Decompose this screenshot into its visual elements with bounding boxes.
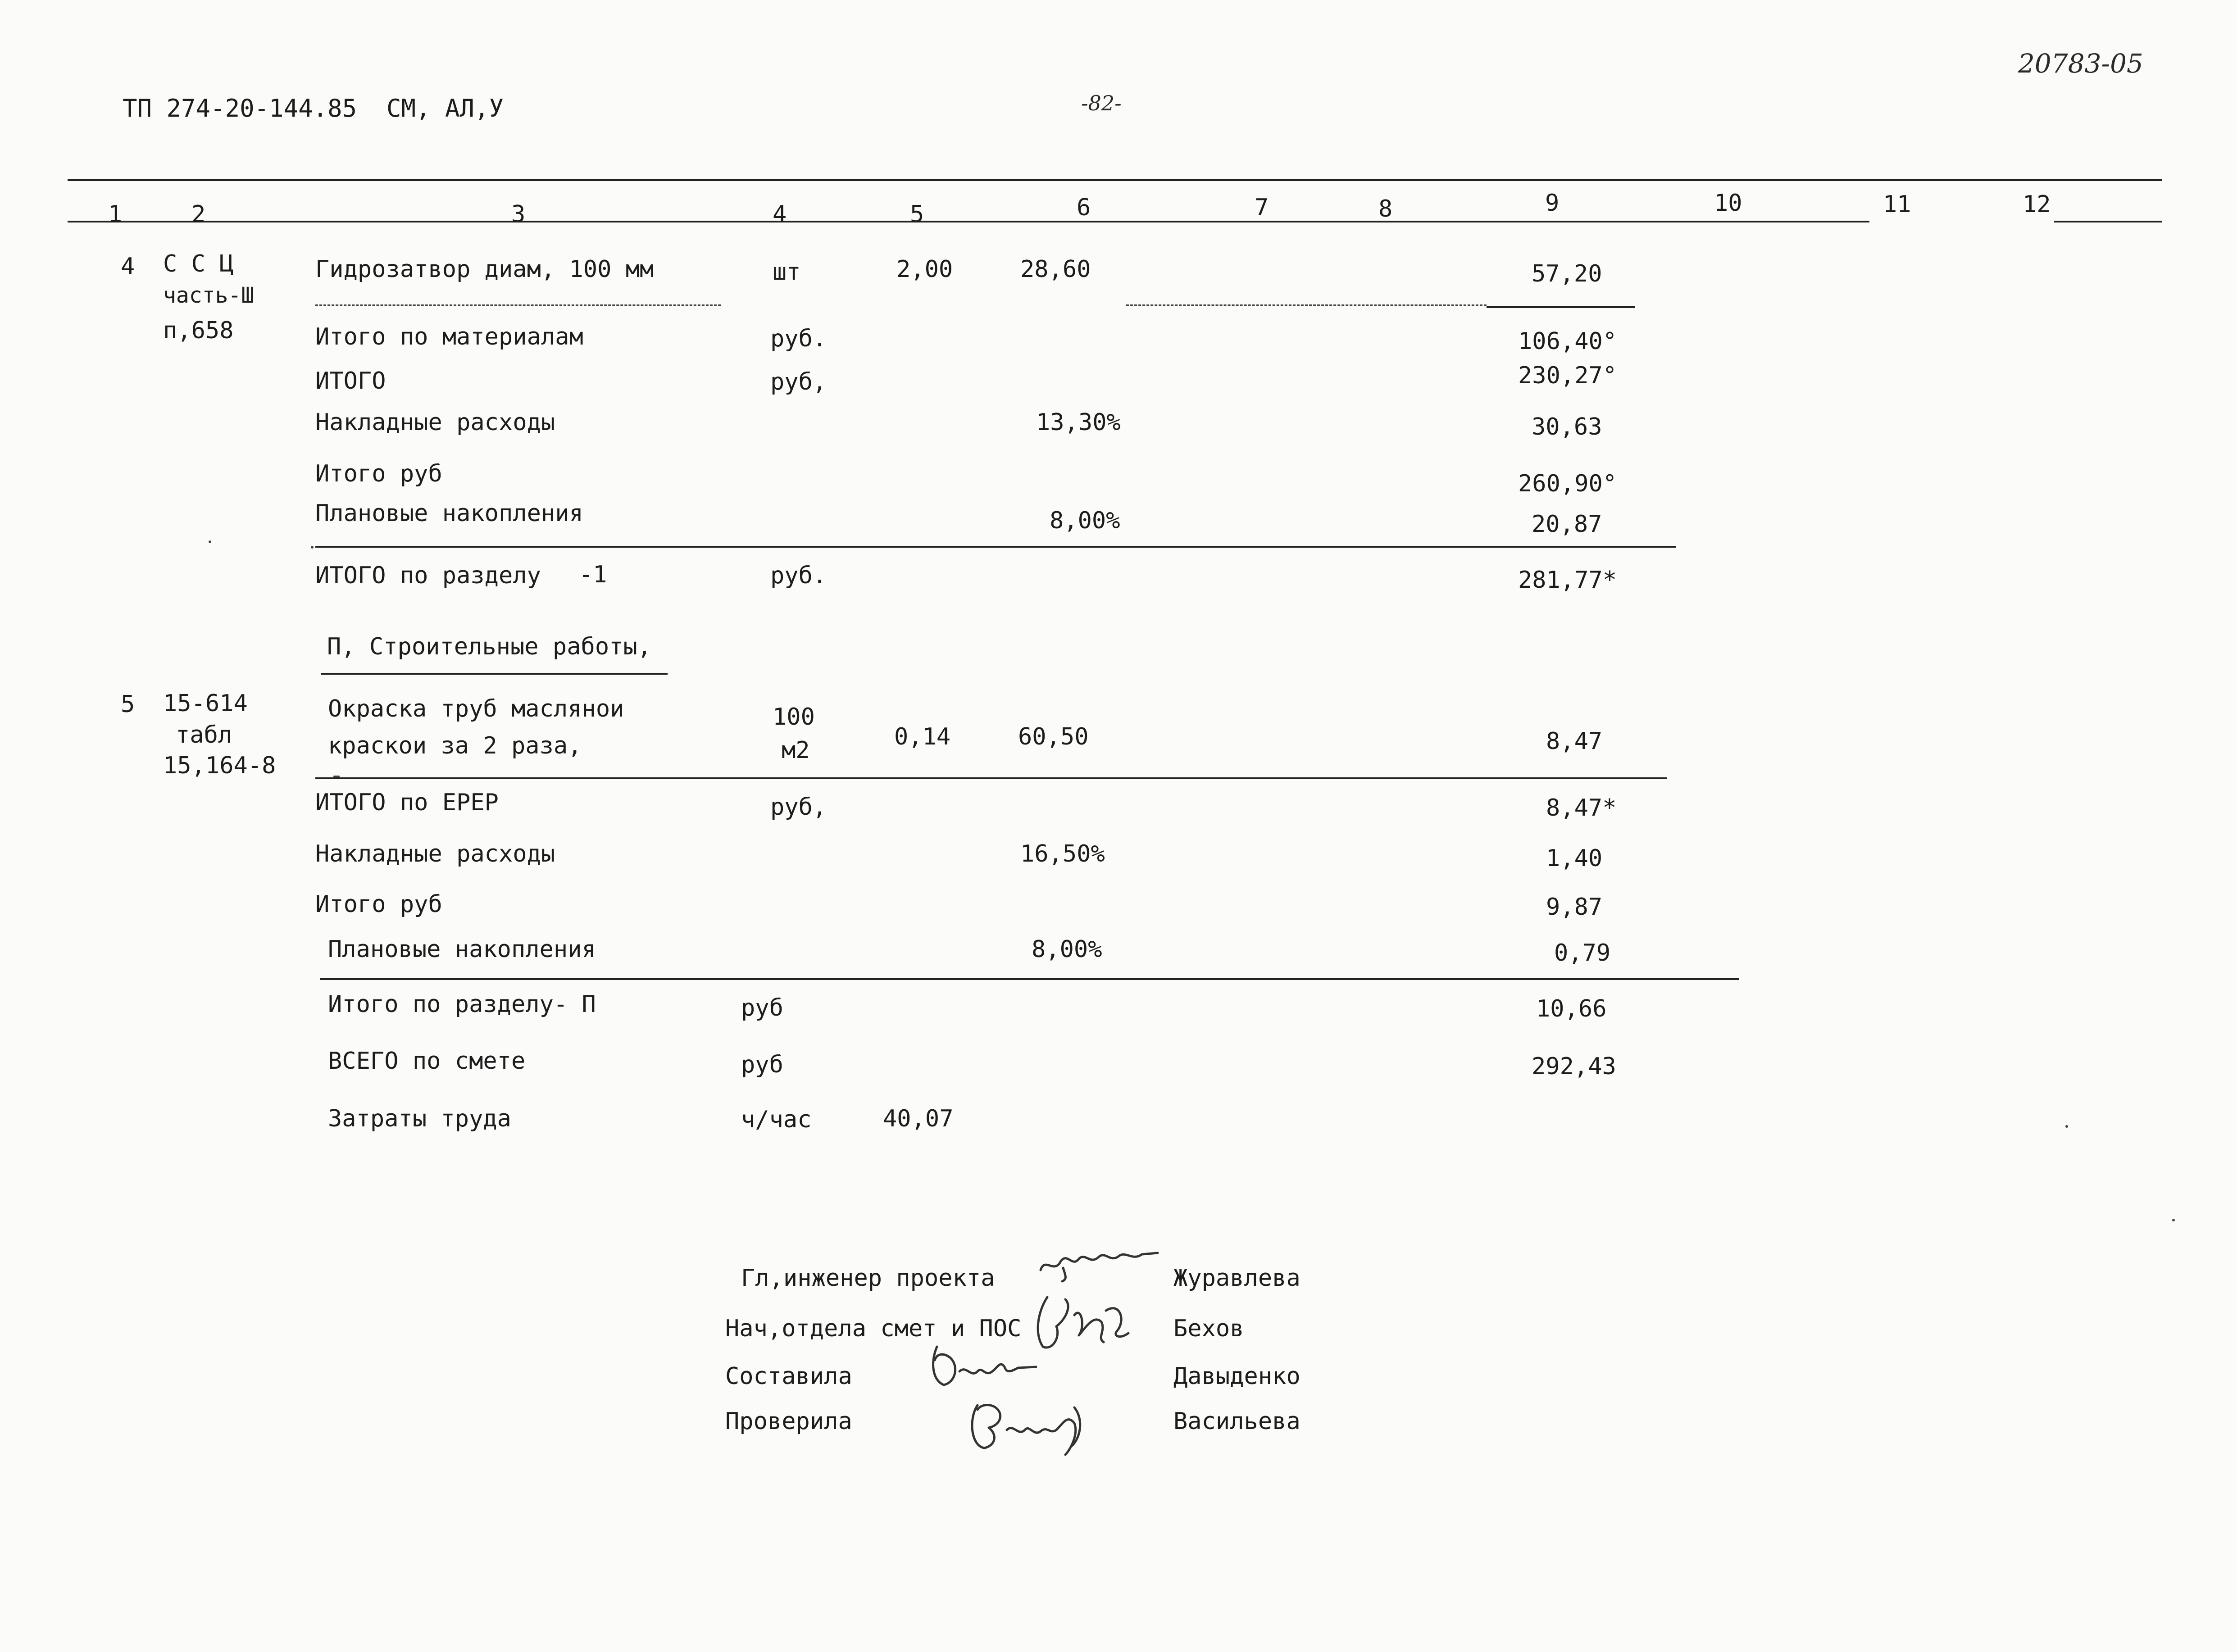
signature-role: Нач,отдела смет и ПОС — [725, 1315, 1022, 1342]
row-total: 20,87 — [1532, 511, 1602, 538]
doc-section: СМ, АЛ,У — [386, 94, 504, 123]
section-title-underline — [321, 673, 668, 675]
row-total: 106,40° — [1518, 328, 1617, 355]
row-price: 60,50 — [1018, 723, 1089, 750]
row-name: Итого руб — [315, 460, 442, 487]
row-total: 281,77* — [1518, 567, 1617, 594]
row-name: Затраты труда — [328, 1105, 511, 1132]
row-unit: руб — [741, 994, 783, 1021]
column-number: 7 — [1255, 194, 1269, 221]
signature-role: Гл,инженер проекта — [741, 1265, 995, 1292]
row-unit: ч/час — [741, 1106, 812, 1133]
section-title: П, Строительные работы, — [327, 633, 652, 660]
row-total: 230,27° — [1518, 362, 1617, 389]
row-unit: руб. — [770, 325, 827, 352]
column-number: 2 — [191, 201, 206, 228]
row-number: 5 — [121, 691, 135, 718]
row-name: Накладные расходы — [315, 409, 555, 436]
row-separator — [315, 304, 721, 306]
page-number: -82- — [1081, 91, 1122, 115]
row-name: Итого по материалам — [315, 323, 583, 350]
row-unit: руб — [741, 1051, 783, 1078]
row-name: Итого по разделу- П — [328, 991, 596, 1018]
signature-name: Журавлева — [1173, 1265, 1300, 1292]
column-number: 8 — [1378, 195, 1393, 222]
row-unit: руб, — [770, 794, 827, 821]
row-name-suffix: -1 — [579, 561, 607, 588]
row-total: 30,63 — [1532, 413, 1602, 440]
column-number: 4 — [773, 201, 787, 228]
column-number: 6 — [1077, 194, 1091, 221]
row-name: ИТОГО — [315, 368, 386, 395]
row-name-line: Окраска труб маслянои — [328, 695, 624, 722]
column-number: 3 — [511, 201, 526, 228]
column-number: 10 — [1714, 190, 1742, 217]
column-number: 9 — [1545, 190, 1560, 217]
handwritten-signature — [1029, 1288, 1137, 1356]
row-unit-line: м2 — [782, 737, 810, 764]
row-name: Плановые накопления — [315, 500, 583, 527]
row-unit: руб. — [770, 562, 827, 589]
row-unit: руб, — [770, 368, 827, 395]
row-code-line: 15,164-8 — [163, 752, 276, 779]
row-price: 8,00% — [1050, 507, 1120, 534]
column-number: 1 — [108, 201, 123, 228]
row-name: ИТОГО по разделу — [315, 562, 541, 589]
signature-role: Проверила — [725, 1408, 852, 1435]
row-name: Гидрозатвор диам, 100 мм — [315, 256, 654, 283]
row-total: 57,20 — [1532, 260, 1602, 287]
row-qty: 0,14 — [894, 723, 951, 750]
row-qty: 40,07 — [883, 1105, 954, 1132]
section-total-rule — [315, 546, 1676, 548]
stray-mark — [209, 540, 211, 543]
row-price: 16,50% — [1020, 840, 1105, 867]
column-number: 12 — [2023, 191, 2051, 218]
row-name: Итого руб — [315, 891, 442, 918]
row-qty: 2,00 — [896, 256, 953, 283]
stray-mark — [2065, 1125, 2068, 1128]
row-separator — [315, 777, 1667, 779]
row-separator — [1487, 306, 1635, 308]
row-code-line: часть-Ш — [163, 283, 255, 308]
row-code-line: табл — [176, 722, 232, 749]
handwritten-signature — [964, 1392, 1113, 1459]
row-total: 8,47* — [1546, 794, 1617, 821]
stray-mark — [311, 546, 314, 549]
stray-mark — [2172, 1219, 2175, 1221]
row-name: ИТОГО по ЕРЕР — [315, 789, 499, 816]
row-total: 292,43 — [1532, 1053, 1616, 1080]
row-unit-line: 100 — [773, 703, 815, 731]
row-code-line: С С Ц — [163, 250, 234, 277]
row-total: 0,79 — [1554, 939, 1611, 967]
row-price: 28,60 — [1020, 256, 1091, 283]
row-total: 1,40 — [1546, 845, 1603, 872]
row-total: 8,47 — [1546, 728, 1603, 755]
table-top-rule — [68, 179, 2162, 181]
row-code-line: п,658 — [163, 317, 234, 344]
handwritten-signature — [923, 1340, 1041, 1394]
row-price: 8,00% — [1032, 936, 1102, 963]
row-total: 9,87 — [1546, 894, 1603, 921]
signature-name: Васильева — [1173, 1408, 1300, 1435]
signature-name: Бехов — [1173, 1315, 1244, 1342]
column-header-rule-end — [2054, 221, 2162, 222]
row-total: 260,90° — [1518, 470, 1617, 497]
row-number: 4 — [121, 253, 135, 280]
row-total: 10,66 — [1536, 995, 1607, 1022]
section-total-rule — [320, 978, 1739, 980]
row-name-line: краскои за 2 раза, — [328, 732, 582, 759]
archive-number: 20783-05 — [2018, 48, 2143, 79]
column-number: 11 — [1883, 191, 1911, 218]
column-number: 5 — [910, 201, 924, 228]
row-code-line: 15-614 — [163, 690, 248, 717]
row-name: Плановые накопления — [328, 936, 596, 963]
row-name: ВСЕГО по смете — [328, 1048, 526, 1075]
row-name: Накладные расходы — [315, 840, 555, 867]
column-header-rule — [68, 221, 1869, 222]
doc-code: ТП 274-20-144.85 — [123, 94, 357, 123]
signature-role: Составила — [725, 1363, 852, 1390]
row-price: 13,30% — [1036, 409, 1121, 436]
row-separator — [1126, 304, 1487, 306]
handwritten-signature — [1036, 1243, 1162, 1284]
signature-name: Давыденко — [1173, 1363, 1300, 1390]
row-unit: шт — [773, 259, 801, 286]
